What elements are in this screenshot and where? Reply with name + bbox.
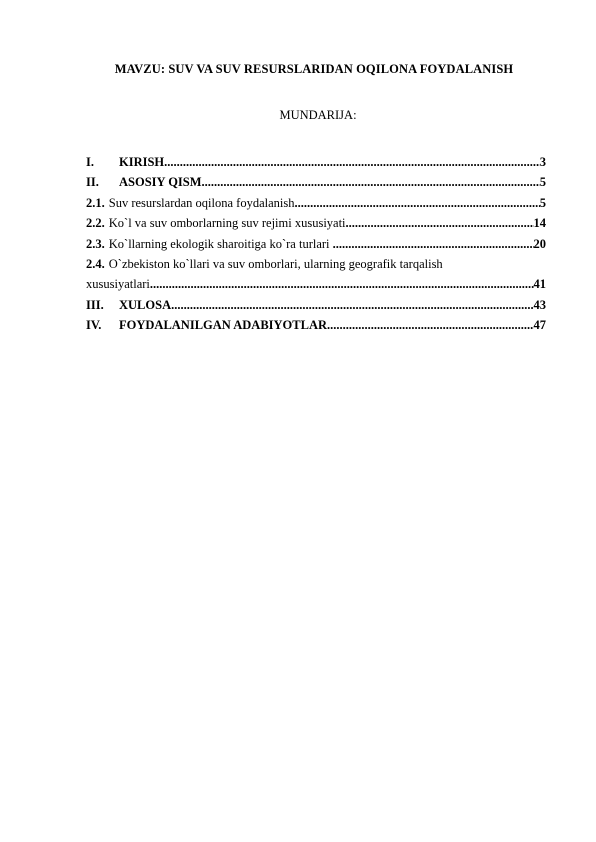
toc-leader xyxy=(202,172,540,192)
toc-entry-main-part[interactable] xyxy=(86,172,546,192)
toc-entry-conclusion[interactable] xyxy=(86,295,546,315)
toc-number: 2.4. xyxy=(86,256,105,271)
toc-label-continuation: xususiyatlari xyxy=(86,277,150,292)
toc-leader xyxy=(294,193,539,213)
toc-label: Ko`llarning ekologik sharoitiga ko`ra turlari xyxy=(108,236,333,251)
toc-entry-2-2[interactable] xyxy=(86,213,546,233)
toc-number: I. xyxy=(86,155,94,169)
toc-number: II. xyxy=(86,175,99,190)
toc-page: 14 xyxy=(533,216,546,231)
toc-page: 3 xyxy=(539,155,546,169)
toc-label: Suv resurslardan oqilona foydalanish xyxy=(108,195,295,210)
toc-number: 2.2. xyxy=(86,216,105,231)
toc-label: Ko`l va suv omborlarning suv rejimi xususiyati xyxy=(108,216,346,231)
toc-number: III. xyxy=(86,297,104,312)
toc-label: FOYDALANILGAN ADABIYOTLAR xyxy=(119,318,328,333)
toc-page: 43 xyxy=(533,297,546,312)
toc-page: 47 xyxy=(533,318,546,333)
toc-number: 2.3. xyxy=(86,236,105,251)
toc-leader xyxy=(150,274,534,294)
toc-label: XULOSA xyxy=(119,297,172,312)
table-of-contents xyxy=(86,152,546,336)
toc-entry-2-3[interactable] xyxy=(86,234,546,254)
toc-number: IV. xyxy=(86,318,102,333)
toc-entry-references[interactable] xyxy=(86,315,546,335)
document-title: MAVZU: SUV VA SUV RESURSLARIDAN OQILONA FOYDALANISH xyxy=(114,62,514,76)
toc-entry-2-4-continuation[interactable] xyxy=(86,274,546,294)
toc-page: 5 xyxy=(539,175,546,190)
toc-label: ASOSIY QISM xyxy=(119,175,202,190)
toc-entry-2-1[interactable] xyxy=(86,193,546,213)
toc-leader xyxy=(333,234,534,254)
toc-leader xyxy=(346,213,534,233)
toc-page: 5 xyxy=(539,195,546,210)
toc-leader xyxy=(327,315,533,335)
toc-page: 41 xyxy=(533,277,546,292)
toc-leader xyxy=(171,295,533,315)
toc-number: 2.1. xyxy=(86,195,105,210)
toc-entry-2-4[interactable] xyxy=(86,254,546,274)
toc-label: KIRISH xyxy=(119,155,165,169)
toc-leader xyxy=(164,152,540,172)
toc-heading: MUNDARIJA: xyxy=(279,108,357,122)
toc-entry-introduction[interactable] xyxy=(86,152,546,172)
toc-label: O`zbekiston ko`llari va suv omborlari, ularning geografik tarqalish xyxy=(108,256,443,271)
toc-page: 20 xyxy=(533,236,546,251)
